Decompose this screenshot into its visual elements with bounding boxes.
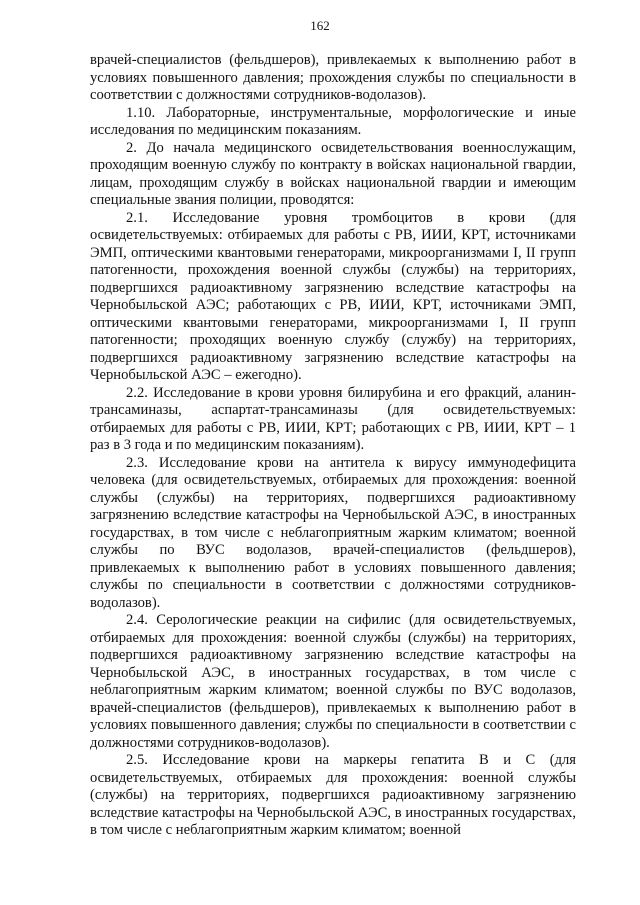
paragraph-2: 2. До начала медицинского освидетельствования военнослужащим, проходящим военную службу по контракту в войсках национальной гвардии, лицам, проходящим службу в войсках национальной гвардии и имеющим специальные звания полиции, проводятся: <box>90 139 576 208</box>
paragraph-2-1: 2.1. Исследование уровня тромбоцитов в крови (для освидетельствуемых: отбираемых для работы с РВ, ИИИ, КРТ, источниками ЭМП, оптическими квантовыми генераторами, микроорганизмами I, II групп патогенности, прохождения военной службы (службы) на территориях, подвергшихся радиоактивному загрязнению вследствие катастрофы на Чернобыльской АЭС; работающих с РВ, ИИИ, КРТ, источниками ЭМП, оптическими квантовыми генераторами, микроорганизмами I, II групп патогенности; проходящих военную службу (службу) на территориях, подвергшихся радиоактивному загрязнению вследствие катастрофы на Чернобыльской АЭС – ежегодно). <box>90 209 576 383</box>
page-number: 162 <box>310 18 330 33</box>
paragraph-2-5: 2.5. Исследование крови на маркеры гепатита В и С (для освидетельствуемых, отбираемых для прохождения: военной службы (службы) на территориях, подвергшихся радиоактивному загрязнению вследствие катастрофы на Чернобыльской АЭС, в иностранных государствах, в том числе с неблагоприятным жарким климатом; военной <box>90 752 576 838</box>
paragraph-continuation: врачей-специалистов (фельдшеров), привлекаемых к выполнению работ в условиях повышенного давления; прохождения службы по специальности в соответствии с должностями сотрудников-водолазов). <box>90 52 576 103</box>
paragraph-2-2: 2.2. Исследование в крови уровня билирубина и его фракций, аланин-трансаминазы, аспартат-трансаминазы (для освидетельствуемых: отбираемых для работы с РВ, ИИИ, КРТ; работающих с РВ, ИИИ, КРТ – 1 раз в 3 года и по медицинским показаниям). <box>90 384 576 453</box>
paragraph-2-3: 2.3. Исследование крови на антитела к вирусу иммунодефицита человека (для освидетельствуемых, отбираемых для прохождения: военной службы (службы) на территориях, подвергшихся радиоактивному загрязнению вследствие катастрофы на Чернобыльской АЭС, в иностранных государствах, в том числе с неблагоприятным жарким климатом; военной службы по ВУС водолазов, врачей-специалистов (фельдшеров), привлекаемых к выполнению работ в условиях повышенного давления; службы по специальности в соответствии с должностями сотрудников-водолазов). <box>90 454 576 611</box>
paragraph-1-10: 1.10. Лабораторные, инструментальные, морфологические и иные исследования по медицинским показаниям. <box>90 104 576 138</box>
paragraph-2-4: 2.4. Серологические реакции на сифилис (для освидетельствуемых, отбираемых для прохождения: военной службы (службы) на территориях, подвергшихся радиоактивному загрязнению вследствие катастрофы на Чернобыльской АЭС, в иностранных государствах, в том числе с неблагоприятным жарким климатом; военной службы по ВУС водолазов, врачей-специалистов (фельдшеров), привлекаемых к выполнению работ в условиях повышенного давления; службы по специальности в соответствии с должностями сотрудников-водолазов). <box>90 612 576 751</box>
document-body <box>90 52 576 840</box>
